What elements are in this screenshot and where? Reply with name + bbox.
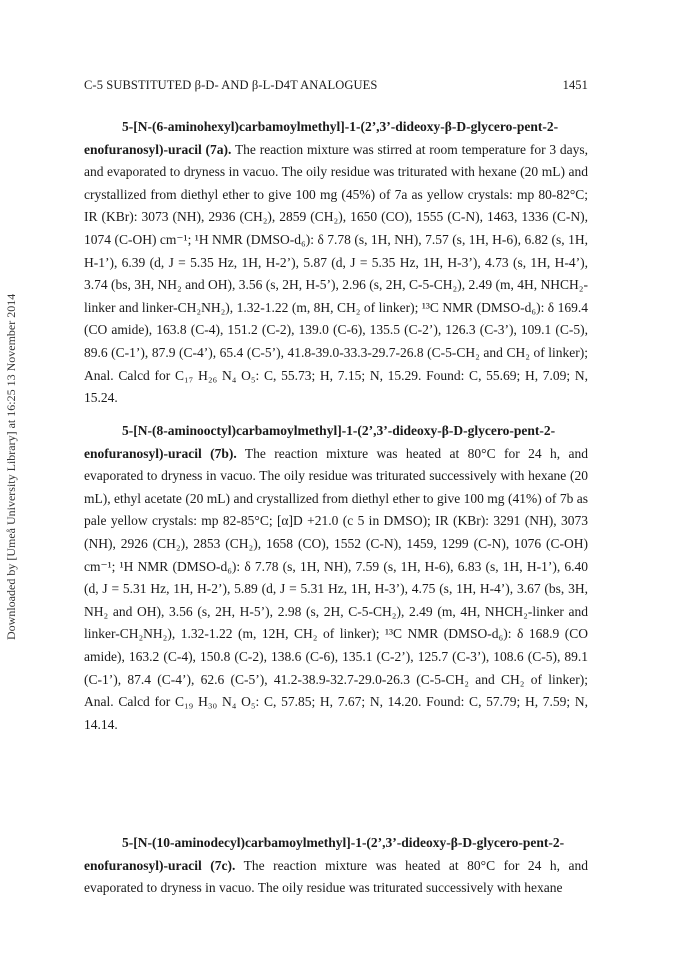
compound-title-continued: enofuranosyl)-uracil (7c). — [84, 857, 236, 873]
compound-title: 5-[N-(6-aminohexyl)carbamoylmethyl]-1-(2’,3’-dideoxy-β-D-glycero-pent-2- — [122, 119, 559, 134]
running-head-title: C-5 SUBSTITUTED β-D- AND β-L-D4T ANALOGUES — [84, 78, 378, 92]
compound-description: The reaction mixture was stirred at room temperature for 3 days, and evaporated to dryness in vacuo. The oily residue was triturated with hexane (20 mL) and crystallized from diethyl ether to give 100 mg (45%) of 7a as yellow crystals: mp 80-82°C; IR (KBr): 3073 (NH), 2936 (CH₂), 2859 (CH₂), 1650 (CO), 1555 (C-N), 1463, 1336 (C-N), 1074 (C-OH) cm⁻¹; ¹H NMR (DMSO-d₆): δ 7.78 (s, 1H, NH), 7.57 (s, 1H, H-6), 6.82 (s, 1H, H-1’), 6.39 (d, J = 5.35 Hz, 1H, H-2’), 5.87 (d, J = 5.35 Hz, 1H, H-3’), 4.73 (s, 1H, H-4’), 3.74 (bs, 3H, NH₂ and OH), 3.56 (s, 2H, H-5’), 2.96 (s, 2H, C-5-CH₂), 2.49 (m, 4H, NHCH₂-linker and linker-CH₂NH₂), 1.32-1.22 (m, 8H, CH₂ of linker); ¹³C NMR (DMSO-d₆): δ 169.4 (CO amide), 163.8 (C-4), 151.2 (C-2), 139.0 (C-6), 135.5 (C-2’), 126.3 (C-3’), 109.1 (C-5), 89.6 (C-1’), 87.9 (C-4’), 65.4 (C-5’), 41.8-39.0-33.3-29.7-26.8 (C-5-CH₂ and CH₂ of linker); Anal. Calcd for C₁₇ H₂₆ N₄ O₅: C, 55.73; H, 7.15; N, 15.29. Found: C, 55.69; H, 7.09; N, 15.24. — [84, 141, 588, 406]
compound-description: The reaction mixture was heated at 80°C for 24 h, and evaporated to dryness in vacuo. The oily residue was triturated successively with hexane (20 mL), ethyl acetate (20 mL) and crystallized from diethyl ether to give 100 mg (41%) of 7b as pale yellow crystals: mp 82-85°C; [α]D +21.0 (c 5 in DMSO); IR (KBr): 3291 (NH), 3073 (NH), 2926 (CH₂), 2853 (CH₂), 1658 (CO), 1552 (C-N), 1459, 1299 (C-N), 1076 (C-OH) cm⁻¹; ¹H NMR (DMSO-d₆): δ 7.78 (s, 1H, NH), 7.59 (s, 1H, H-6), 6.83 (s, 1H, H-1’), 6.40 (d, J = 5.31 Hz, 1H, H-2’), 5.89 (d, J = 5.31 Hz, 1H, H-3’), 4.75 (s, 1H, H-4’), 3.67 (bs, 3H, NH₂ and OH), 3.56 (s, 2H, H-5’), 2.98 (s, 2H, C-5-CH₂), 2.49 (m, 4H, NHCH₂-linker and linker-CH₂NH₂), 1.32-1.22 (m, 12H, CH₂ of linker); ¹³C NMR (DMSO-d₆): δ 168.9 (CO amide), 163.2 (C-4), 150.8 (C-2), 138.6 (C-6), 135.1 (C-2’), 125.7 (C-3’), 108.6 (C-5), 89.1 (C-1’), 87.4 (C-4’), 62.6 (C-5’), 41.2-38.9-32.7-29.0-26.3 (C-5-CH₂ and CH₂ of linker); Anal. Calcd for C₁₉ H₃₀ N₄ O₅: C, 57.85; H, 7.67; N, 14.20. Found: C, 57.79; H, 7.59; N, 14.14. — [84, 445, 588, 732]
page-number: 1451 — [562, 78, 588, 92]
compound-title: 5-[N-(8-aminooctyl)carbamoylmethyl]-1-(2’,3’-dideoxy-β-D-glycero-pent-2- — [122, 423, 556, 438]
compound-entry-7a — [84, 116, 588, 410]
compound-title-continued: enofuranosyl)-uracil (7a). — [84, 141, 232, 157]
download-watermark-text: Downloaded by [Umeå University Library] at 16:25 13 November 2014 — [4, 293, 18, 640]
compound-description: The reaction mixture was heated at 80°C for 24 h, and evaporated to dryness in vacuo. The oily residue was triturated successively with hexane — [84, 857, 588, 896]
compound-title-continued: enofuranosyl)-uracil (7b). — [84, 445, 237, 461]
compound-title: 5-[N-(10-aminodecyl)carbamoylmethyl]-1-(2’,3’-dideoxy-β-D-glycero-pent-2- — [122, 835, 565, 850]
compound-entry-7b — [84, 420, 588, 736]
compound-entry-7c — [84, 832, 588, 900]
running-head — [84, 78, 588, 93]
